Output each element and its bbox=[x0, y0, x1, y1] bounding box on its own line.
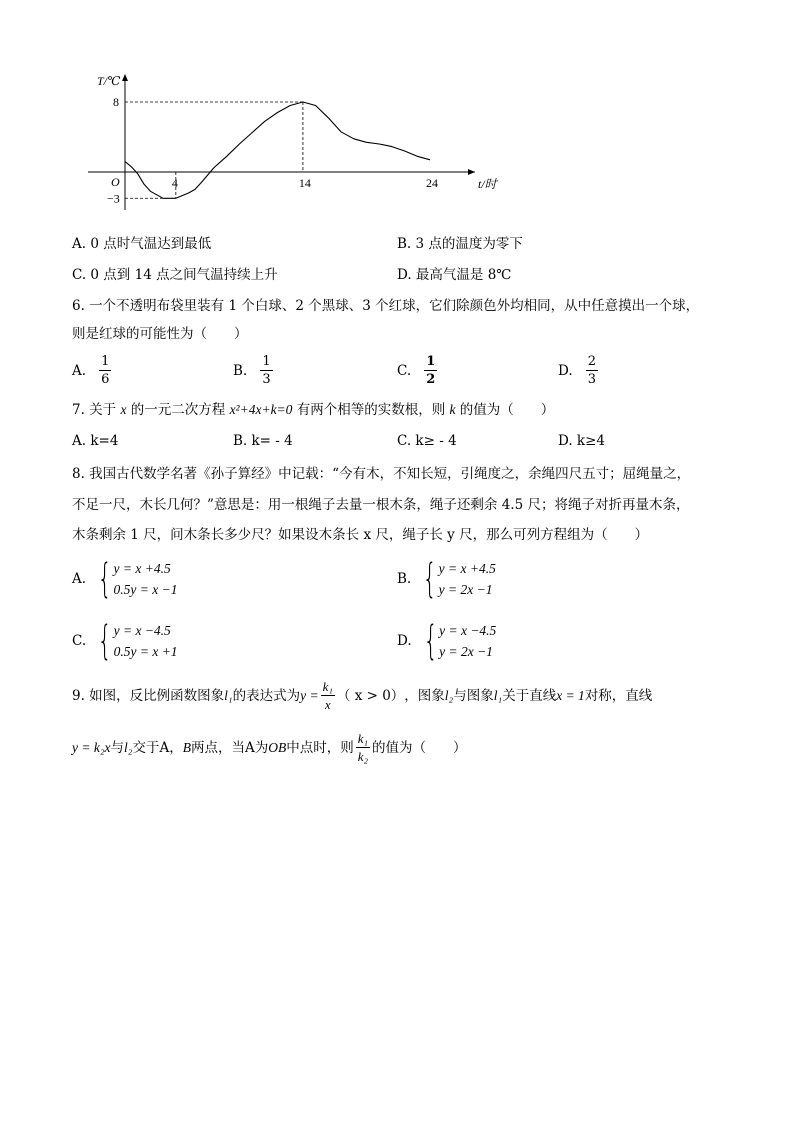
q8-stem-line2: 不足一尺，木长几何？”意思是：用一根绳子去量一根木条，绳子还剩余 4.5 尺；将绳子对折再量木条， bbox=[72, 497, 690, 513]
q6-option-d: D. $\frac{2}{3}$ bbox=[558, 354, 597, 387]
q5-option-a: A. 0 点时气温达到最低 bbox=[72, 236, 212, 252]
q6-stem-line1: 6. 一个不透明布袋里装有 1 个白球、2 个黑球、3 个红球，它们除颜色外均相同，从中任意摸出一个球， bbox=[72, 298, 700, 314]
q7-option-c: C. k≥ - 4 bbox=[397, 433, 457, 449]
q8-option-d: D. { y = x −4.5 y = 2x −1 bbox=[397, 618, 497, 664]
x-tick-label-14: 14 bbox=[298, 176, 311, 190]
q6-option-a: A. $\frac{1}{6}$ bbox=[72, 354, 110, 387]
q7-option-a: A. k=4 bbox=[72, 433, 119, 449]
y-axis-label: T/℃ bbox=[97, 74, 121, 88]
q8-option-b: B. { y = x +4.5 y = 2x −1 bbox=[397, 556, 496, 602]
q7-option-b: B. k= - 4 bbox=[233, 433, 293, 449]
origin-label: O bbox=[111, 175, 120, 189]
q5-option-b: B. 3 点的温度为零下 bbox=[397, 236, 523, 252]
q9-stem-line2: y = k₂x 与 l₂ 交于 A ， B 两点，当 A 为 OB 中点时，则 $\frac{\text{k₁}}{\text{k₂}}$ 的值为（ ） bbox=[72, 731, 467, 764]
q7-stem: 7. 关于 x 的一元二次方程 x²+4x+k=0 有两个相等的实数根，则 k 的值为（ ） bbox=[72, 402, 555, 418]
temperature-curve bbox=[125, 102, 430, 198]
y-tick-label-minus3: −3 bbox=[107, 191, 120, 206]
q5-option-c: C. 0 点到 14 点之间气温持续上升 bbox=[72, 267, 278, 283]
q8-option-c: C. { y = x −4.5 0.5y = x +1 bbox=[72, 618, 178, 664]
x-axis-label: t/时 bbox=[478, 177, 497, 191]
x-tick-label-24: 24 bbox=[426, 176, 438, 190]
q6-option-b: B. $\frac{1}{3}$ bbox=[233, 354, 271, 387]
y-axis-arrow bbox=[122, 74, 128, 81]
q8-stem-line1: 8. 我国古代数学名著《孙子算经》中记载：“今有木，不知长短，引绳度之，余绳四尺五寸；屈绳量之， bbox=[72, 466, 691, 482]
q8-option-a: A. { y = x +4.5 0.5y = x −1 bbox=[72, 556, 178, 602]
q7-option-d: D. k≥4 bbox=[558, 433, 606, 449]
x-axis-arrow bbox=[468, 169, 475, 175]
q9-stem-line1: 9. 如图，反比例函数图象 l₁ 的表达式为 y = $\frac{\text{k₁}}{x}$ （ x > 0） ，图象 l₂ 与图象 l₁ 关于直线 x = 1 对称，直线 bbox=[72, 679, 653, 712]
q6-option-c: C. $\frac{1}{2}$ bbox=[397, 354, 436, 387]
y-tick-label-8: 8 bbox=[113, 95, 119, 109]
x-tick-label-4: 4 bbox=[171, 176, 178, 190]
temperature-chart bbox=[80, 70, 500, 215]
q5-option-d: D. 最高气温是 8℃ bbox=[397, 267, 512, 283]
q8-stem-line3: 木条剩余 1 尺，问木条长多少尺？如果设木条长 x 尺，绳子长 y 尺，那么可列方程组为（ ） bbox=[72, 527, 649, 543]
q6-stem-line2: 则是红球的可能性为（ ） bbox=[72, 326, 248, 342]
